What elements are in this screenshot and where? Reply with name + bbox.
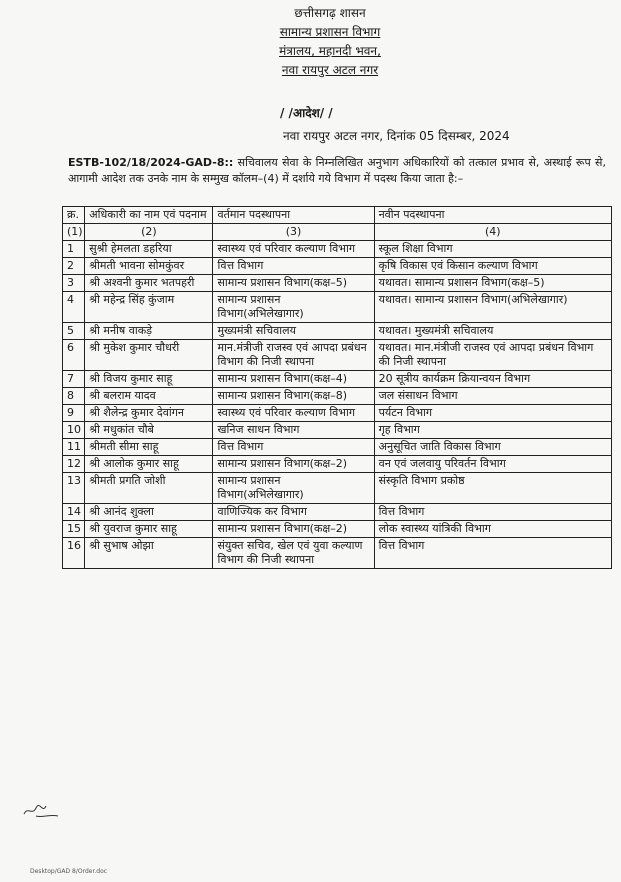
cell-serial: 10	[63, 422, 85, 439]
cell-current-posting: वाणिज्यिक कर विभाग	[213, 504, 374, 521]
table-row	[63, 292, 612, 323]
cell-new-posting: लोक स्वास्थ्य यांत्रिकी विभाग	[374, 521, 611, 538]
posting-table	[62, 206, 612, 569]
header-current-posting: वर्तमान पदस्थापना	[213, 207, 374, 224]
table-row	[63, 340, 612, 371]
cell-current-posting: सामान्य प्रशासन विभाग(कक्ष–2)	[213, 521, 374, 538]
cell-current-posting: सामान्य प्रशासन विभाग(अभिलेखागार)	[213, 473, 374, 504]
cell-serial: 16	[63, 538, 85, 569]
cell-serial: 3	[63, 275, 85, 292]
cell-current-posting: सामान्य प्रशासन विभाग(अभिलेखागार)	[213, 292, 374, 323]
cell-current-posting: सामान्य प्रशासन विभाग(कक्ष–5)	[213, 275, 374, 292]
cell-officer-name: श्रीमती सीमा साहू	[85, 439, 213, 456]
table-row	[63, 405, 612, 422]
cell-serial: 15	[63, 521, 85, 538]
cell-current-posting: खनिज साधन विभाग	[213, 422, 374, 439]
table-row	[63, 456, 612, 473]
order-date: नवा रायपुर अटल नगर, दिनांक 05 दिसम्बर, 2024	[283, 129, 510, 143]
cell-serial: 8	[63, 388, 85, 405]
column-number: (4)	[374, 224, 611, 241]
table-row	[63, 504, 612, 521]
cell-serial: 12	[63, 456, 85, 473]
cell-new-posting: गृह विभाग	[374, 422, 611, 439]
cell-new-posting: यथावत। मुख्यमंत्री सचिवालय	[374, 323, 611, 340]
order-intro	[68, 155, 606, 187]
header-new-posting: नवीन पदस्थापना	[374, 207, 611, 224]
cell-officer-name: श्री अश्वनी कुमार भतपहरी	[85, 275, 213, 292]
cell-officer-name: श्री महेन्द्र सिंह कुंजाम	[85, 292, 213, 323]
cell-new-posting: यथावत। सामान्य प्रशासन विभाग(अभिलेखागार)	[374, 292, 611, 323]
cell-new-posting: अनुसूचित जाति विकास विभाग	[374, 439, 611, 456]
cell-officer-name: श्री आनंद शुक्ला	[85, 504, 213, 521]
cell-officer-name: श्री मधुकांत चौबे	[85, 422, 213, 439]
cell-new-posting: कृषि विकास एवं किसान कल्याण विभाग	[374, 258, 611, 275]
table-header-row	[63, 207, 612, 224]
cell-new-posting: यथावत। सामान्य प्रशासन विभाग(कक्ष–5)	[374, 275, 611, 292]
cell-officer-name: श्री शैलेन्द्र कुमार देवांगन	[85, 405, 213, 422]
cell-new-posting: जल संसाधन विभाग	[374, 388, 611, 405]
cell-serial: 14	[63, 504, 85, 521]
cell-current-posting: वित्त विभाग	[213, 439, 374, 456]
order-title: / /आदेश/ /	[280, 106, 333, 120]
cell-current-posting: मुख्यमंत्री सचिवालय	[213, 323, 374, 340]
cell-officer-name: सुश्री हेमलता डहरिया	[85, 241, 213, 258]
cell-new-posting: स्कूल शिक्षा विभाग	[374, 241, 611, 258]
cell-serial: 4	[63, 292, 85, 323]
table-row	[63, 371, 612, 388]
cell-current-posting: संयुक्त सचिव, खेल एवं युवा कल्याण विभाग की निजी स्थापना	[213, 538, 374, 569]
column-number: (1)	[63, 224, 85, 241]
cell-new-posting: वन एवं जलवायु परिवर्तन विभाग	[374, 456, 611, 473]
cell-current-posting: सामान्य प्रशासन विभाग(कक्ष–2)	[213, 456, 374, 473]
cell-current-posting: मान.मंत्रीजी राजस्व एवं आपदा प्रबंधन विभाग की निजी स्थापना	[213, 340, 374, 371]
department-name: सामान्य प्रशासन विभाग	[279, 25, 381, 39]
table-row	[63, 388, 612, 405]
cell-serial: 9	[63, 405, 85, 422]
cell-officer-name: श्री युवराज कुमार साहू	[85, 521, 213, 538]
cell-current-posting: स्वास्थ्य एवं परिवार कल्याण विभाग	[213, 405, 374, 422]
cell-serial: 13	[63, 473, 85, 504]
file-path: Desktop/GAD 8/Order.doc	[30, 868, 108, 875]
header-serial: क्र.	[63, 207, 85, 224]
cell-serial: 7	[63, 371, 85, 388]
column-number: (3)	[213, 224, 374, 241]
cell-current-posting: वित्त विभाग	[213, 258, 374, 275]
letterhead	[200, 4, 460, 80]
cell-serial: 1	[63, 241, 85, 258]
cell-new-posting: यथावत। मान.मंत्रीजी राजस्व एवं आपदा प्रबंधन विभाग की निजी स्थापना	[374, 340, 611, 371]
table-row	[63, 521, 612, 538]
cell-current-posting: सामान्य प्रशासन विभाग(कक्ष–4)	[213, 371, 374, 388]
government-name: छत्तीसगढ़ शासन	[294, 6, 366, 20]
cell-new-posting: वित्त विभाग	[374, 538, 611, 569]
cell-current-posting: सामान्य प्रशासन विभाग(कक्ष–8)	[213, 388, 374, 405]
cell-current-posting: स्वास्थ्य एवं परिवार कल्याण विभाग	[213, 241, 374, 258]
cell-officer-name: श्री सुभाष ओझा	[85, 538, 213, 569]
city-address: नवा रायपुर अटल नगर	[281, 63, 379, 77]
cell-officer-name: श्री मनीष वाकड़े	[85, 323, 213, 340]
cell-officer-name: श्रीमती भावना सोमकुंवर	[85, 258, 213, 275]
cell-new-posting: संस्कृति विभाग प्रकोष्ठ	[374, 473, 611, 504]
table-row	[63, 439, 612, 456]
table-row	[63, 538, 612, 569]
cell-serial: 2	[63, 258, 85, 275]
cell-officer-name: श्रीमती प्रगति जोशी	[85, 473, 213, 504]
signature-mark	[22, 796, 62, 822]
table-row	[63, 275, 612, 292]
cell-serial: 6	[63, 340, 85, 371]
cell-new-posting: पर्यटन विभाग	[374, 405, 611, 422]
office-address: मंत्रालय, महानदी भवन,	[279, 44, 381, 58]
cell-officer-name: श्री मुकेश कुमार चौधरी	[85, 340, 213, 371]
table-row	[63, 422, 612, 439]
cell-new-posting: वित्त विभाग	[374, 504, 611, 521]
cell-officer-name: श्री विजय कुमार साहू	[85, 371, 213, 388]
table-row	[63, 258, 612, 275]
table-row	[63, 323, 612, 340]
column-number: (2)	[85, 224, 213, 241]
cell-serial: 11	[63, 439, 85, 456]
cell-officer-name: श्री बलराम यादव	[85, 388, 213, 405]
cell-serial: 5	[63, 323, 85, 340]
cell-new-posting: 20 सूत्रीय कार्यक्रम क्रियान्वयन विभाग	[374, 371, 611, 388]
table-column-number-row	[63, 224, 612, 241]
table-row	[63, 241, 612, 258]
header-officer-name: अधिकारी का नाम एवं पदनाम	[85, 207, 213, 224]
order-reference: ESTB-102/18/2024-GAD-8::	[68, 156, 234, 169]
table-row	[63, 473, 612, 504]
cell-officer-name: श्री आलोक कुमार साहू	[85, 456, 213, 473]
order-intro-text: सचिवालय सेवा के निम्नलिखित अनुभाग अधिकारियों को तत्काल प्रभाव से, अस्थाई रूप से, आगामी आदेश तक उनके नाम के सम्मुख कॉलम–(4) में दर्शाये गये विभाग में पदस्थ किया जाता है:–	[68, 156, 606, 185]
